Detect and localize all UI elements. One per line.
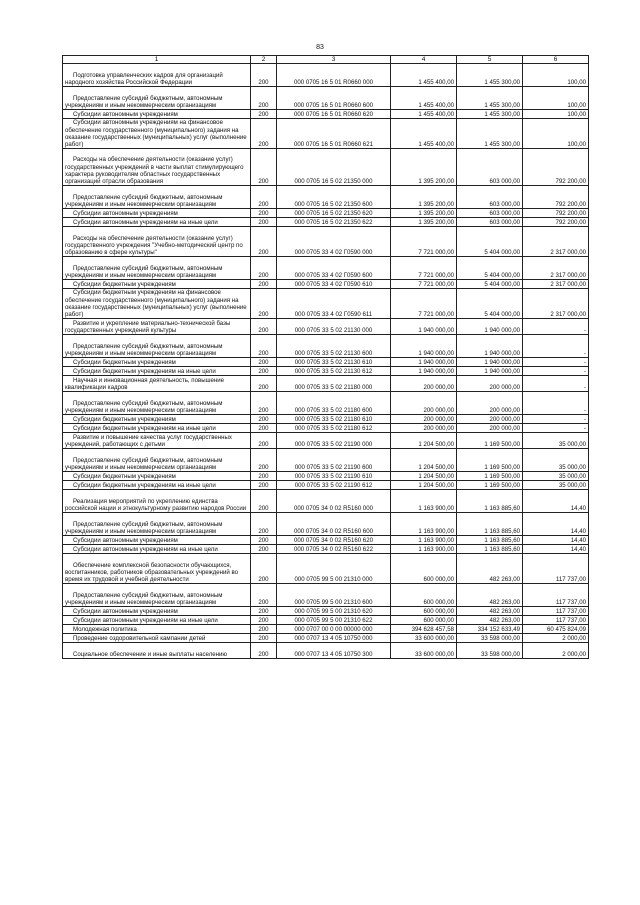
row-unexecuted: 117 737,00 xyxy=(523,554,589,584)
row-unexecuted: 35 000,00 xyxy=(523,481,589,490)
row-unexecuted: 35 000,00 xyxy=(523,433,589,449)
row-classification: 000 0705 16 5 01 R0660 621 xyxy=(277,119,391,149)
row-code: 200 xyxy=(251,481,277,490)
row-executed: 482 263,00 xyxy=(457,616,523,625)
row-name: Научная и инновационная деятельность, повышение квалификации кадров xyxy=(63,376,251,392)
row-classification: 000 0705 34 0 02 R5160 600 xyxy=(277,513,391,536)
row-name: Предоставление субсидий бюджетным, автономным учреждениям и иным некоммерческим организациям xyxy=(63,87,251,110)
row-unexecuted: 792 200,00 xyxy=(523,209,589,218)
row-code: 200 xyxy=(251,227,277,257)
budget-table xyxy=(62,55,589,659)
row-executed: 603 000,00 xyxy=(457,209,523,218)
row-code: 200 xyxy=(251,392,277,415)
row-name: Расходы на обеспечение деятельности (оказание услуг) государственных учреждений в части выплат стимулирующего характера руководителям областных государственных организаций отрасли образования xyxy=(63,149,251,186)
row-executed: 33 598 000,00 xyxy=(457,634,523,643)
row-unexecuted: 117 737,00 xyxy=(523,616,589,625)
row-approved: 600 000,00 xyxy=(391,554,457,584)
row-executed: 603 000,00 xyxy=(457,186,523,209)
row-code: 200 xyxy=(251,257,277,280)
row-name: Субсидии бюджетным учреждениям на иные цели xyxy=(63,424,251,433)
table-row xyxy=(63,119,589,149)
row-classification: 000 0705 33 5 02 21130 000 xyxy=(277,319,391,335)
row-executed: 5 404 000,00 xyxy=(457,280,523,289)
table-row xyxy=(63,149,589,186)
row-approved: 1 940 000,00 xyxy=(391,335,457,358)
row-code: 200 xyxy=(251,584,277,607)
row-executed: 482 263,00 xyxy=(457,584,523,607)
row-unexecuted: - xyxy=(523,367,589,376)
row-executed: 1 940 000,00 xyxy=(457,367,523,376)
table-row xyxy=(63,110,589,119)
row-code: 200 xyxy=(251,186,277,209)
row-classification: 000 0705 16 5 02 21350 000 xyxy=(277,149,391,186)
row-classification: 000 0705 33 5 02 21130 612 xyxy=(277,367,391,376)
row-classification: 000 0705 33 5 02 21180 610 xyxy=(277,415,391,424)
row-code: 200 xyxy=(251,433,277,449)
row-classification: 000 0707 00 0 00 00000 000 xyxy=(277,625,391,634)
row-code: 200 xyxy=(251,376,277,392)
row-classification: 000 0705 34 0 02 R5160 000 xyxy=(277,490,391,513)
row-classification: 000 0705 33 5 02 21180 612 xyxy=(277,424,391,433)
row-executed: 200 000,00 xyxy=(457,415,523,424)
table-row xyxy=(63,367,589,376)
table-row xyxy=(63,584,589,607)
row-code: 200 xyxy=(251,64,277,87)
row-classification: 000 0705 99 5 00 21310 622 xyxy=(277,616,391,625)
row-executed: 482 263,00 xyxy=(457,554,523,584)
row-executed: 200 000,00 xyxy=(457,392,523,415)
table-row xyxy=(63,257,589,280)
row-name: Субсидии автономным учреждениям xyxy=(63,209,251,218)
row-executed: 1 169 500,00 xyxy=(457,449,523,472)
row-unexecuted: 35 000,00 xyxy=(523,449,589,472)
row-code: 200 xyxy=(251,415,277,424)
row-unexecuted: - xyxy=(523,392,589,415)
row-classification: 000 0707 13 4 05 10750 300 xyxy=(277,643,391,659)
row-approved: 600 000,00 xyxy=(391,584,457,607)
row-classification: 000 0705 16 5 01 R0660 600 xyxy=(277,87,391,110)
row-approved: 600 000,00 xyxy=(391,607,457,616)
row-name: Субсидии бюджетным учреждениям xyxy=(63,358,251,367)
row-unexecuted: 2 000,00 xyxy=(523,643,589,659)
row-executed: 482 263,00 xyxy=(457,607,523,616)
row-approved: 33 600 000,00 xyxy=(391,634,457,643)
table-row xyxy=(63,536,589,545)
row-name: Предоставление субсидий бюджетным, автономным учреждениям и иным некоммерческим организациям xyxy=(63,392,251,415)
row-executed: 1 455 300,00 xyxy=(457,87,523,110)
row-name: Субсидии автономным учреждениям на иные цели xyxy=(63,545,251,554)
row-code: 200 xyxy=(251,616,277,625)
column-header: 3 xyxy=(277,56,391,64)
table-row xyxy=(63,607,589,616)
row-executed: 1 163 885,60 xyxy=(457,513,523,536)
table-row xyxy=(63,554,589,584)
row-approved: 7 721 000,00 xyxy=(391,227,457,257)
row-classification: 000 0705 33 5 02 21190 610 xyxy=(277,472,391,481)
row-unexecuted: 14,40 xyxy=(523,490,589,513)
row-executed: 5 404 000,00 xyxy=(457,227,523,257)
row-unexecuted: 35 000,00 xyxy=(523,472,589,481)
row-code: 200 xyxy=(251,110,277,119)
row-approved: 1 395 200,00 xyxy=(391,218,457,227)
row-unexecuted: 60 475 824,09 xyxy=(523,625,589,634)
row-executed: 200 000,00 xyxy=(457,376,523,392)
row-name: Подготовка управленческих кадров для организаций народного хозяйства Российской Федерации xyxy=(63,64,251,87)
row-classification: 000 0705 33 5 02 21190 612 xyxy=(277,481,391,490)
row-classification: 000 0705 34 0 02 R5160 622 xyxy=(277,545,391,554)
table-row xyxy=(63,634,589,643)
row-code: 200 xyxy=(251,545,277,554)
row-name: Предоставление субсидий бюджетным, автономным учреждениям и иным некоммерческим организациям xyxy=(63,335,251,358)
row-name: Субсидии автономным учреждениям xyxy=(63,536,251,545)
row-code: 200 xyxy=(251,536,277,545)
row-executed: 1 169 500,00 xyxy=(457,433,523,449)
row-classification: 000 0705 99 5 00 21310 620 xyxy=(277,607,391,616)
column-header: 1 xyxy=(63,56,251,64)
row-approved: 394 628 457,58 xyxy=(391,625,457,634)
row-approved: 1 163 900,00 xyxy=(391,490,457,513)
row-executed: 1 163 885,60 xyxy=(457,536,523,545)
row-code: 200 xyxy=(251,209,277,218)
table-row xyxy=(63,392,589,415)
row-executed: 1 163 885,60 xyxy=(457,545,523,554)
row-unexecuted: 117 737,00 xyxy=(523,584,589,607)
row-unexecuted: - xyxy=(523,424,589,433)
row-unexecuted: 100,00 xyxy=(523,87,589,110)
row-approved: 600 000,00 xyxy=(391,616,457,625)
row-code: 200 xyxy=(251,607,277,616)
row-unexecuted: 2 317 000,00 xyxy=(523,289,589,319)
row-approved: 1 940 000,00 xyxy=(391,358,457,367)
row-classification: 000 0705 33 4 02 Г0590 000 xyxy=(277,227,391,257)
row-unexecuted: 2 317 000,00 xyxy=(523,280,589,289)
table-row xyxy=(63,209,589,218)
table-row xyxy=(63,481,589,490)
row-executed: 1 455 300,00 xyxy=(457,110,523,119)
row-classification: 000 0705 34 0 02 R5160 620 xyxy=(277,536,391,545)
row-classification: 000 0705 16 5 02 21350 620 xyxy=(277,209,391,218)
row-code: 200 xyxy=(251,554,277,584)
row-approved: 1 163 900,00 xyxy=(391,536,457,545)
row-approved: 1 395 200,00 xyxy=(391,149,457,186)
row-name: Субсидии бюджетным учреждениям на иные цели xyxy=(63,367,251,376)
table-row xyxy=(63,218,589,227)
row-unexecuted: 14,40 xyxy=(523,536,589,545)
row-unexecuted: 2 000,00 xyxy=(523,634,589,643)
row-approved: 200 000,00 xyxy=(391,392,457,415)
row-name: Предоставление субсидий бюджетным, автономным учреждениям и иным некоммерческим организациям xyxy=(63,186,251,209)
table-row xyxy=(63,490,589,513)
row-code: 200 xyxy=(251,643,277,659)
row-approved: 33 600 000,00 xyxy=(391,643,457,659)
row-executed: 5 404 000,00 xyxy=(457,289,523,319)
row-code: 200 xyxy=(251,319,277,335)
row-name: Субсидии автономным учреждениям на финансовое обеспечение государственного (муниципального) задания на оказание государственных (муниципальных) услуг (выполнение работ) xyxy=(63,119,251,149)
row-approved: 1 940 000,00 xyxy=(391,319,457,335)
row-classification: 000 0705 33 4 02 Г0590 600 xyxy=(277,257,391,280)
row-executed: 1 940 000,00 xyxy=(457,319,523,335)
row-name: Предоставление субсидий бюджетным, автономным учреждениям и иным некоммерческим организациям xyxy=(63,513,251,536)
row-name: Субсидии автономным учреждениям xyxy=(63,110,251,119)
row-name: Проведение оздоровительной кампании детей xyxy=(63,634,251,643)
row-name: Субсидии бюджетным учреждениям на иные цели xyxy=(63,481,251,490)
column-header: 4 xyxy=(391,56,457,64)
row-unexecuted: 100,00 xyxy=(523,64,589,87)
row-unexecuted: - xyxy=(523,415,589,424)
row-approved: 7 721 000,00 xyxy=(391,257,457,280)
row-name: Предоставление субсидий бюджетным, автономным учреждениям и иным некоммерческим организациям xyxy=(63,584,251,607)
table-row xyxy=(63,64,589,87)
row-classification: 000 0705 33 5 02 21130 610 xyxy=(277,358,391,367)
row-executed: 603 000,00 xyxy=(457,149,523,186)
row-classification: 000 0705 33 5 02 21190 000 xyxy=(277,433,391,449)
table-row xyxy=(63,376,589,392)
table-row xyxy=(63,289,589,319)
table-row xyxy=(63,227,589,257)
row-executed: 1 163 885,60 xyxy=(457,490,523,513)
table-row xyxy=(63,616,589,625)
row-name: Субсидии бюджетным учреждениям xyxy=(63,415,251,424)
row-name: Развитие и повышение качества услуг государственных учреждений, работающих с детьми xyxy=(63,433,251,449)
row-code: 200 xyxy=(251,490,277,513)
row-approved: 1 455 400,00 xyxy=(391,64,457,87)
row-classification: 000 0705 33 5 02 21130 600 xyxy=(277,335,391,358)
row-code: 200 xyxy=(251,280,277,289)
row-approved: 200 000,00 xyxy=(391,415,457,424)
row-name: Реализация мероприятий по укреплению единства российской нации и этнокультурному развитию народов России xyxy=(63,490,251,513)
row-executed: 33 598 000,00 xyxy=(457,643,523,659)
table-row xyxy=(63,424,589,433)
row-unexecuted: - xyxy=(523,376,589,392)
row-approved: 7 721 000,00 xyxy=(391,280,457,289)
row-executed: 1 169 500,00 xyxy=(457,481,523,490)
row-code: 200 xyxy=(251,449,277,472)
row-unexecuted: 117 737,00 xyxy=(523,607,589,616)
row-classification: 000 0705 33 5 02 21180 600 xyxy=(277,392,391,415)
row-approved: 1 395 200,00 xyxy=(391,186,457,209)
table-row xyxy=(63,449,589,472)
table-row xyxy=(63,280,589,289)
row-name: Субсидии автономным учреждениям xyxy=(63,607,251,616)
row-name: Субсидии бюджетным учреждениям xyxy=(63,472,251,481)
row-executed: 200 000,00 xyxy=(457,424,523,433)
row-executed: 5 404 000,00 xyxy=(457,257,523,280)
row-executed: 1 940 000,00 xyxy=(457,335,523,358)
row-approved: 1 940 000,00 xyxy=(391,367,457,376)
table-row xyxy=(63,358,589,367)
header-row xyxy=(63,56,589,64)
row-classification: 000 0705 99 5 00 21310 600 xyxy=(277,584,391,607)
row-name: Субсидии автономным учреждениям на иные цели xyxy=(63,616,251,625)
row-unexecuted: - xyxy=(523,335,589,358)
row-approved: 1 455 400,00 xyxy=(391,119,457,149)
row-classification: 000 0705 16 5 02 21350 600 xyxy=(277,186,391,209)
row-name: Социальное обеспечение и иные выплаты населению xyxy=(63,643,251,659)
row-approved: 1 204 500,00 xyxy=(391,449,457,472)
page-number: 83 xyxy=(316,44,324,51)
row-approved: 200 000,00 xyxy=(391,376,457,392)
row-name: Расходы на обеспечение деятельности (оказание услуг) государственного учреждения "Учебно-методический центр по образованию в сфере культуры" xyxy=(63,227,251,257)
row-name: Молодежная политика xyxy=(63,625,251,634)
row-executed: 1 455 300,00 xyxy=(457,64,523,87)
row-code: 200 xyxy=(251,634,277,643)
row-executed: 603 000,00 xyxy=(457,218,523,227)
table-row xyxy=(63,625,589,634)
row-code: 200 xyxy=(251,87,277,110)
row-code: 200 xyxy=(251,513,277,536)
table-row xyxy=(63,433,589,449)
row-code: 200 xyxy=(251,358,277,367)
table-row xyxy=(63,415,589,424)
row-approved: 200 000,00 xyxy=(391,424,457,433)
row-unexecuted: 14,40 xyxy=(523,545,589,554)
row-approved: 1 163 900,00 xyxy=(391,545,457,554)
row-name: Предоставление субсидий бюджетным, автономным учреждениям и иным некоммерческим организациям xyxy=(63,449,251,472)
row-executed: 334 152 633,49 xyxy=(457,625,523,634)
row-unexecuted: - xyxy=(523,319,589,335)
row-unexecuted: 2 317 000,00 xyxy=(523,227,589,257)
row-name: Субсидии автономным учреждениям на иные цели xyxy=(63,218,251,227)
row-approved: 1 204 500,00 xyxy=(391,481,457,490)
row-unexecuted: 14,40 xyxy=(523,513,589,536)
row-name: Обеспечение комплексной безопасности обучающихся, воспитанников, работников образовательных учреждений во время их трудовой и учебной деятельности xyxy=(63,554,251,584)
table-row xyxy=(63,319,589,335)
row-approved: 1 204 500,00 xyxy=(391,472,457,481)
row-approved: 1 455 400,00 xyxy=(391,87,457,110)
row-unexecuted: - xyxy=(523,358,589,367)
row-classification: 000 0705 99 5 00 21310 000 xyxy=(277,554,391,584)
row-code: 200 xyxy=(251,424,277,433)
row-unexecuted: 100,00 xyxy=(523,119,589,149)
row-approved: 1 163 900,00 xyxy=(391,513,457,536)
row-name: Предоставление субсидий бюджетным, автономным учреждениям и иным некоммерческим организациям xyxy=(63,257,251,280)
row-classification: 000 0705 33 4 02 Г0590 611 xyxy=(277,289,391,319)
row-code: 200 xyxy=(251,335,277,358)
row-classification: 000 0705 33 5 02 21180 000 xyxy=(277,376,391,392)
row-classification: 000 0705 16 5 01 R0660 000 xyxy=(277,64,391,87)
row-code: 200 xyxy=(251,289,277,319)
row-executed: 1 455 300,00 xyxy=(457,119,523,149)
table-row xyxy=(63,87,589,110)
row-classification: 000 0705 16 5 01 R0660 620 xyxy=(277,110,391,119)
row-name: Субсидии бюджетным учреждениям xyxy=(63,280,251,289)
table-row xyxy=(63,545,589,554)
row-code: 200 xyxy=(251,367,277,376)
row-executed: 1 940 000,00 xyxy=(457,358,523,367)
row-approved: 1 204 500,00 xyxy=(391,433,457,449)
row-classification: 000 0705 33 4 02 Г0590 610 xyxy=(277,280,391,289)
row-classification: 000 0705 16 5 02 21350 622 xyxy=(277,218,391,227)
column-header: 2 xyxy=(251,56,277,64)
row-approved: 1 395 200,00 xyxy=(391,209,457,218)
row-name: Субсидии бюджетным учреждениям на финансовое обеспечение государственного (муниципального) задания на оказание государственных (муниципальных) услуг (выполнение работ) xyxy=(63,289,251,319)
row-unexecuted: 792 200,00 xyxy=(523,149,589,186)
row-code: 200 xyxy=(251,625,277,634)
row-unexecuted: 100,00 xyxy=(523,110,589,119)
row-unexecuted: 792 200,00 xyxy=(523,186,589,209)
row-code: 200 xyxy=(251,472,277,481)
column-header: 6 xyxy=(523,56,589,64)
row-unexecuted: 2 317 000,00 xyxy=(523,257,589,280)
row-code: 200 xyxy=(251,119,277,149)
table-row xyxy=(63,186,589,209)
row-classification: 000 0707 13 4 05 10750 000 xyxy=(277,634,391,643)
row-name: Развитие и укрепление материально-технической базы государственных учреждений культуры xyxy=(63,319,251,335)
table-row xyxy=(63,335,589,358)
row-executed: 1 169 500,00 xyxy=(457,472,523,481)
row-approved: 1 455 400,00 xyxy=(391,110,457,119)
table-row xyxy=(63,513,589,536)
row-code: 200 xyxy=(251,218,277,227)
row-classification: 000 0705 33 5 02 21190 600 xyxy=(277,449,391,472)
table-row xyxy=(63,472,589,481)
table-row xyxy=(63,643,589,659)
column-header: 5 xyxy=(457,56,523,64)
row-code: 200 xyxy=(251,149,277,186)
row-unexecuted: 792 200,00 xyxy=(523,218,589,227)
row-approved: 7 721 000,00 xyxy=(391,289,457,319)
